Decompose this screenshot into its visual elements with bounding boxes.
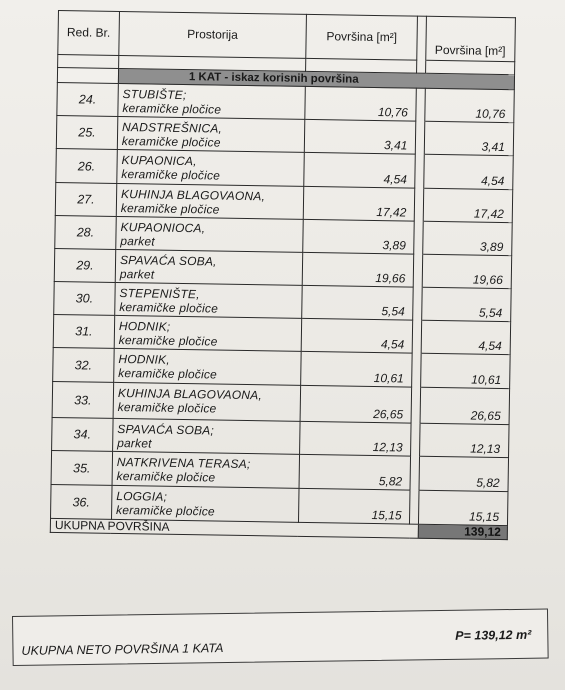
room-cell — [112, 451, 299, 488]
table-header-row — [58, 11, 516, 62]
row-number: 27. — [55, 182, 116, 216]
room-name: HODNIK, — [118, 351, 170, 367]
room-floor: keramičke pločice — [118, 332, 218, 349]
area-value-1: 19,66 — [302, 252, 414, 287]
row-number: 28. — [55, 215, 116, 249]
area-value-1: 3,41 — [304, 119, 416, 154]
room-floor: keramičke pločice — [120, 201, 220, 217]
header-room: Prostorija — [119, 11, 307, 58]
row-number: 32. — [53, 347, 114, 382]
row-number: 36. — [51, 484, 112, 519]
room-name: HODNIK; — [118, 318, 171, 334]
room-floor: keramičke pločice — [121, 134, 221, 150]
room-floor: parket — [120, 234, 155, 249]
summary-label: UKUPNA NETO POVRŠINA 1 KATA — [21, 641, 224, 658]
area-value-2: 5,82 — [419, 456, 509, 491]
total-value: 139,12 — [418, 524, 508, 539]
room-floor: keramičke pločice — [116, 468, 216, 485]
row-number: 26. — [56, 148, 117, 183]
area-value-1: 15,15 — [298, 488, 410, 524]
area-value-1: 10,76 — [305, 86, 417, 121]
room-floor: parket — [117, 435, 152, 451]
room-floor: keramičke pločice — [118, 365, 218, 382]
area-value-2: 15,15 — [418, 490, 508, 525]
room-floor: keramičke pločice — [122, 101, 222, 117]
area-value-2: 10,76 — [424, 88, 514, 122]
room-cell — [118, 83, 305, 119]
area-value-2: 5,54 — [421, 287, 511, 321]
row-number: 34. — [52, 417, 113, 451]
room-floor: keramičke pločice — [115, 502, 215, 519]
area-value-2: 19,66 — [422, 254, 512, 288]
room-cell — [117, 149, 304, 186]
header-area1: Površina [m²] — [306, 14, 418, 60]
area-value-1: 26,65 — [300, 385, 412, 423]
room-floor: keramičke pločice — [121, 167, 221, 183]
area-table — [50, 10, 516, 540]
area-table-wrapper — [50, 10, 518, 540]
area-value-1: 5,82 — [299, 454, 411, 490]
area-value-2: 10,61 — [420, 353, 510, 388]
row-number: 31. — [53, 314, 114, 348]
room-name: SPAVAĆA SOBA; — [117, 421, 215, 438]
room-name: STEPENIŠTE, — [119, 286, 200, 302]
area-value-1: 4,54 — [304, 152, 416, 188]
area-value-2: 4,54 — [423, 154, 513, 189]
row-number: 29. — [54, 248, 115, 282]
room-name: NADSTREŠNICA, — [121, 120, 223, 136]
area-value-2: 26,65 — [420, 387, 510, 424]
room-cell — [116, 216, 303, 252]
room-floor: parket — [119, 267, 155, 282]
row-number: 24. — [57, 82, 118, 116]
area-value-2: 12,13 — [419, 423, 509, 457]
area-value-1: 12,13 — [299, 421, 411, 456]
row-number: 33. — [52, 381, 113, 418]
row-number: 30. — [54, 281, 115, 315]
area-value-2: 4,54 — [421, 320, 511, 354]
room-floor: keramičke pločice — [117, 399, 217, 416]
room-name: LOGGIA; — [116, 488, 168, 504]
area-value-2: 3,89 — [422, 221, 512, 255]
room-cell — [117, 116, 304, 152]
room-name: SPAVAĆA SOBA, — [119, 253, 217, 269]
area-value-1: 3,89 — [303, 219, 415, 254]
area-value-2: 17,42 — [423, 188, 513, 222]
row-number: 25. — [56, 115, 117, 149]
room-name: KUHINJA BLAGOVAONA, — [117, 385, 263, 403]
room-name: KUPAONICA, — [121, 153, 197, 169]
room-cell — [115, 249, 302, 285]
header-area2: Površina [m²] — [425, 16, 515, 61]
header-nr: Red. Br. — [58, 11, 120, 56]
room-name: KUPAONIOCA, — [120, 220, 206, 236]
room-name: KUHINJA BLAGOVAONA, — [120, 187, 266, 204]
area-value-1: 17,42 — [303, 186, 415, 221]
area-value-2: 3,41 — [424, 121, 514, 155]
section-title: 1 KAT - iskaz korisnih površina — [118, 68, 514, 89]
total-label: UKUPNA POVRŠINA — [50, 518, 410, 538]
area-value-1: 5,54 — [301, 285, 413, 320]
area-value-1: 4,54 — [301, 318, 413, 353]
room-cell — [112, 418, 299, 454]
room-cell — [114, 315, 301, 351]
summary-value: P= 139,12 m² — [455, 627, 532, 643]
room-cell — [111, 485, 298, 522]
summary-box — [12, 609, 549, 666]
room-cell — [116, 183, 303, 219]
room-cell — [113, 382, 300, 421]
room-cell — [115, 282, 302, 318]
row-number: 35. — [51, 450, 112, 485]
room-floor: keramičke pločice — [119, 299, 219, 316]
area-value-1: 10,61 — [300, 351, 412, 387]
room-cell — [114, 348, 301, 385]
room-name: NATKRIVENA TERASA; — [116, 454, 251, 472]
room-name: STUBIŠTE; — [122, 87, 187, 103]
